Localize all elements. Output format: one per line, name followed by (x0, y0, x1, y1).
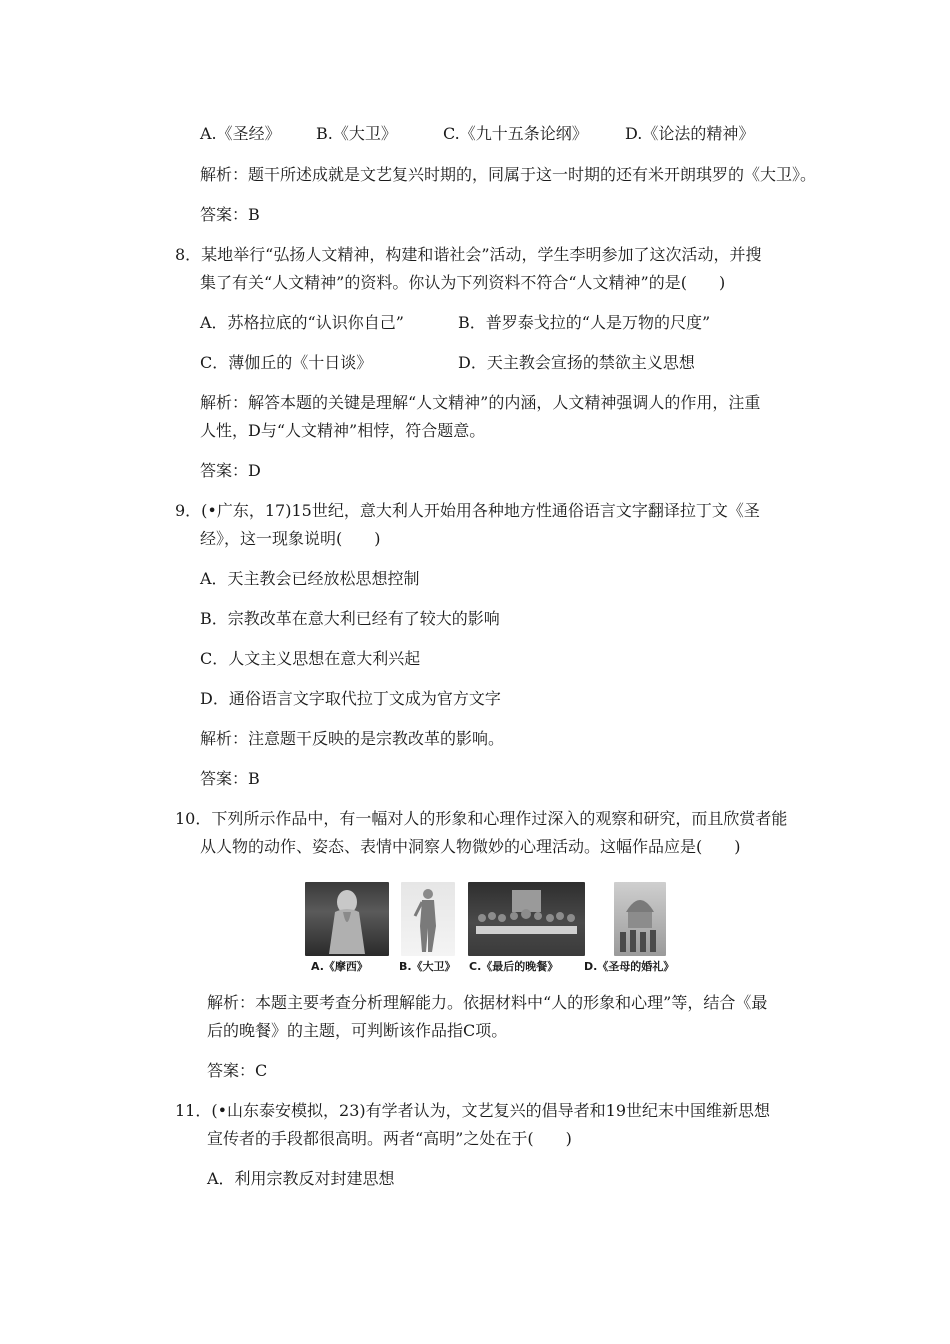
q8-stem-line-1: 8．某地举行“弘扬人文精神，构建和谐社会”活动，学生李明参加了这次活动，并搜 (175, 245, 762, 264)
q7-option-c: C.《九十五条论纲》 (443, 124, 588, 143)
last-supper-image (468, 882, 585, 956)
q8-stem-line-2: 集了有关“人文精神”的资料。你认为下列资料不符合“人文精神”的是( ) (200, 273, 726, 292)
q7-analysis: 解析：题干所述成就是文艺复兴时期的，同属于这一时期的还有米开朗琪罗的《大卫》。 (200, 165, 817, 184)
q9-option-a: A．天主教会已经放松思想控制 (200, 569, 420, 588)
q10-analysis-line-2: 后的晚餐》的主题，可判断该作品指C项。 (207, 1021, 508, 1040)
q11-stem-line-2: 宣传者的手段都很高明。两者“高明”之处在于( ) (207, 1129, 572, 1148)
marriage-of-virgin-image (614, 882, 666, 956)
caption-d: D.《圣母的婚礼》 (584, 960, 675, 973)
moses-image (305, 882, 389, 956)
q11-stem-line-1: 11．(•山东泰安模拟，23)有学者认为，文艺复兴的倡导者和19世纪末中国维新思想 (175, 1101, 771, 1120)
q9-analysis: 解析：注意题干反映的是宗教改革的影响。 (200, 729, 505, 748)
q9-stem-line-1: 9．(•广东，17)15世纪，意大利人开始用各种地方性通俗语言文字翻译拉丁文《圣 (175, 501, 760, 520)
q7-option-d: D.《论法的精神》 (625, 124, 755, 143)
q9-answer: 答案：B (200, 769, 260, 788)
q10-stem-line-1: 10．下列所示作品中，有一幅对人的形象和心理作过深入的观察和研究，而且欣赏者能 (175, 809, 788, 828)
q10-analysis-line-1: 解析：本题主要考查分析理解能力。依据材料中“人的形象和心理”等，结合《最 (207, 993, 768, 1012)
q7-option-a: A.《圣经》 (200, 124, 281, 143)
q8-analysis-line-1: 解析：解答本题的关键是理解“人文精神”的内涵，人文精神强调人的作用，注重 (200, 393, 761, 412)
caption-c: C.《最后的晚餐》 (469, 960, 559, 973)
david-image (401, 882, 455, 956)
artwork-figure (305, 880, 685, 980)
q8-answer: 答案：D (200, 461, 261, 480)
q9-stem-line-2: 经》，这一现象说明( ) (200, 529, 381, 548)
q8-option-d: D．天主教会宣扬的禁欲主义思想 (458, 353, 695, 372)
caption-a: A.《摩西》 (311, 960, 368, 973)
q9-option-c: C．人文主义思想在意大利兴起 (200, 649, 421, 668)
q11-option-a: A．利用宗教反对封建思想 (207, 1169, 395, 1188)
q7-answer: 答案：B (200, 205, 260, 224)
q9-option-b: B．宗教改革在意大利已经有了较大的影响 (200, 609, 500, 628)
q7-option-b: B.《大卫》 (316, 124, 397, 143)
q8-option-c: C．薄伽丘的《十日谈》 (200, 353, 373, 372)
q10-stem-line-2: 从人物的动作、姿态、表情中洞察人物微妙的心理活动。这幅作品应是( ) (200, 837, 741, 856)
q8-analysis-line-2: 人性，D与“人文精神”相悖，符合题意。 (200, 421, 486, 440)
caption-b: B.《大卫》 (399, 960, 456, 973)
q9-option-d: D．通俗语言文字取代拉丁文成为官方文字 (200, 689, 501, 708)
q8-option-b: B．普罗泰戈拉的“人是万物的尺度” (458, 313, 711, 332)
q8-option-a: A．苏格拉底的“认识你自己” (200, 313, 404, 332)
q10-answer: 答案：C (207, 1061, 268, 1080)
